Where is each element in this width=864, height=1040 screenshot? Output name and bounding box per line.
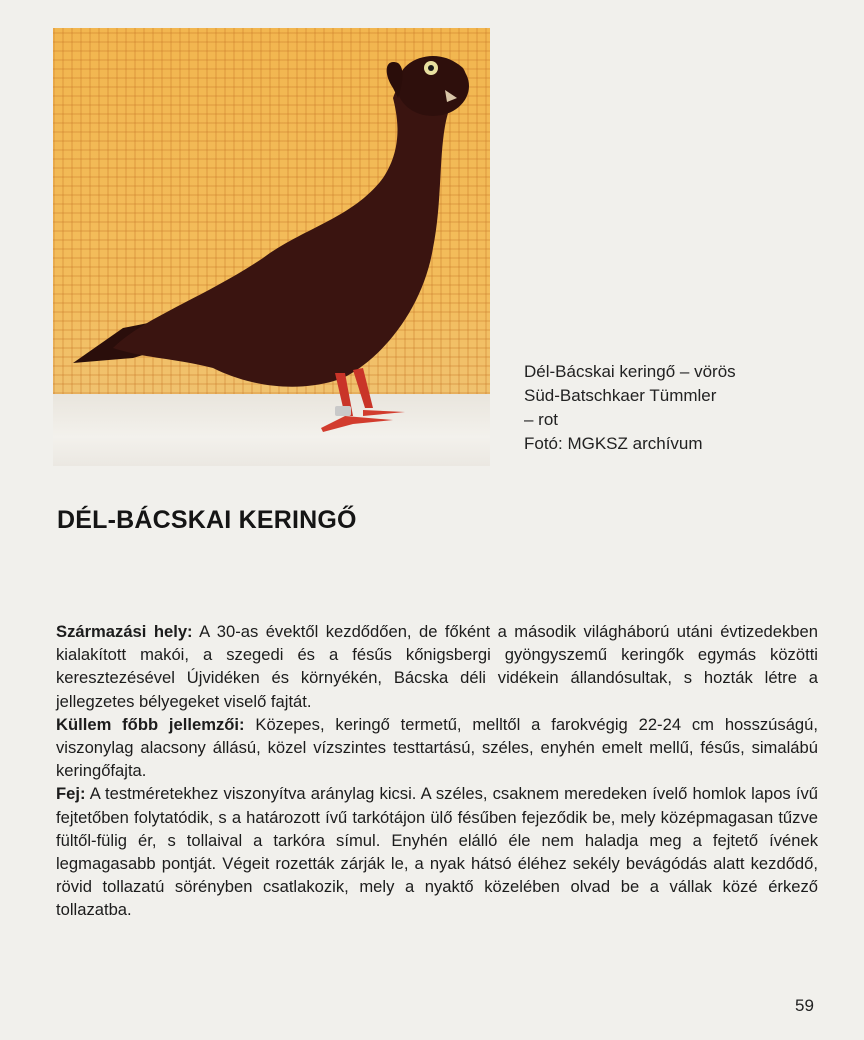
section-heading: Fej: [56,784,86,804]
pigeon-photo [53,28,490,466]
paragraph-appearance [56,713,818,783]
section-text: A testméretekhez viszonyítva aránylag kicsi. A széles, csaknem meredeken ívelő homlok lapos ívű fejtetőben folytatódik, s a határozott ívű tarkótájon ülő fésűben fejeződik be, mely középmagasan tűzve fültől-fülig ér, s tollaival a tarkóra símul. Enyhén elálló éle nem haladja meg a fejtető ívének legmagasabb pontját. Végeit rozetták zárják le, a nyak hátsó éléhez sekély bevágódás alatt kezdődő, rövid tollazatú sörényben csatlakozik, mely a nyaktő közelében olvad be a vállak közé érkező tollazatba. [56,784,818,920]
caption-line: – rot [524,410,559,429]
caption-line: Fotó: MGKSZ archívum [524,434,703,453]
page-number: 59 [795,996,814,1015]
section-heading: Származási hely: [56,622,193,641]
caption-line: Süd-Batschkaer Tümmler [524,386,717,405]
pigeon-icon [53,28,490,466]
photo-caption [524,360,824,456]
page-title: DÉL-BÁCSKAI KERINGŐ [57,506,357,534]
caption-line: Dél-Bácskai keringő – vörös [524,362,736,381]
paragraph-origin [56,620,818,713]
section-text: A 30-as évektől kezdődően, de főként a második világháború utáni évtizedekben kialakított makói, a szegedi és a fésűs kőnigsbergi gyöngyszemű keringők egymás közötti keresztezésével Újvidéken és környékén, Bácska déli vidékein állandósultak, s hozták létre a jellegzetes bélyegeket viselő fajtát. [56,622,818,711]
body-text [56,620,818,922]
section-text: Közepes, keringő termetű, melltől a farokvégig 22-24 cm hosszúságú, viszonylag alacsony állású, közel vízszintes testtartású, széles, enyhén emelt mellű, fésűs, simalábú keringőfajta. [56,714,819,781]
paragraph-head [56,782,818,921]
section-heading: Küllem főbb jellemzői: [56,714,245,734]
